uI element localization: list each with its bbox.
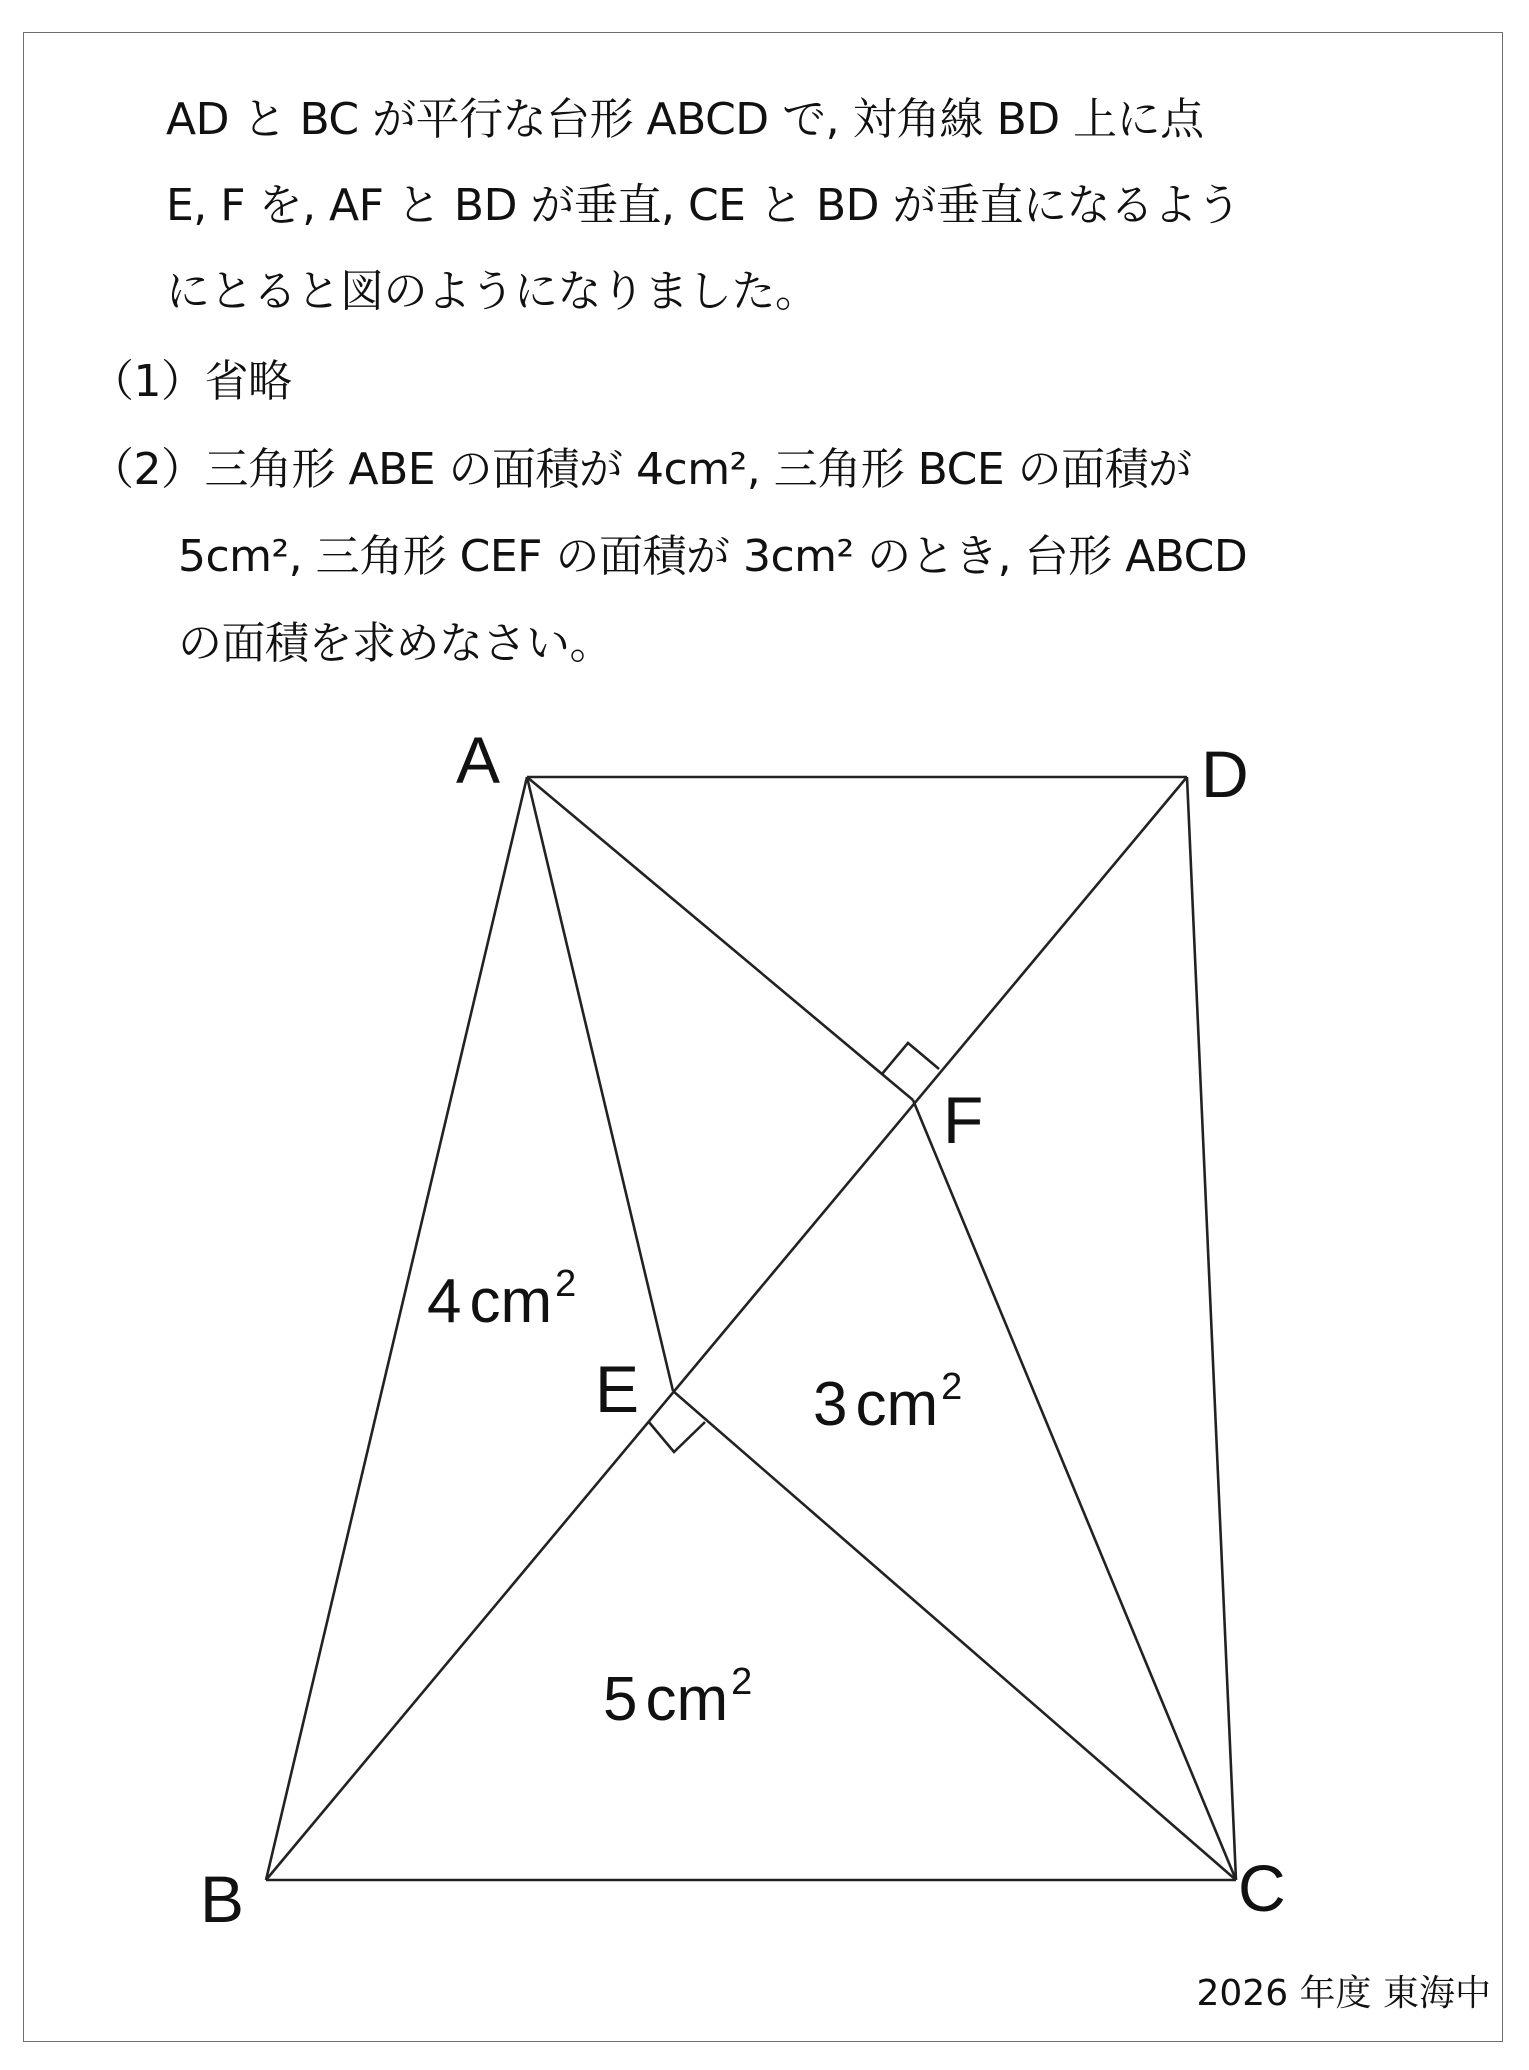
area-bce-value: 5 [603, 1665, 638, 1734]
problem-line-1: AD と BC が平行な台形 ABCD で, 対角線 BD 上に点 [166, 94, 1204, 145]
point-label-d: D [1201, 737, 1249, 811]
point-label-e: E [595, 1352, 640, 1426]
area-bce-unit: cm [645, 1665, 729, 1734]
subquestion-1: （1）省略 [90, 356, 292, 407]
segment-af [527, 777, 913, 1100]
area-label-abe [427, 1263, 576, 1336]
subquestion-2-line-1: （2）三角形 ABE の面積が 4cm², 三角形 BCE の面積が [90, 444, 1192, 495]
point-label-a: A [456, 723, 501, 797]
area-bce-exponent: 2 [731, 1661, 753, 1703]
point-label-f: F [943, 1083, 984, 1157]
area-cef-value: 3 [813, 1370, 848, 1439]
side-dc [1187, 777, 1236, 1880]
area-abe-exponent: 2 [555, 1263, 577, 1305]
area-label-bce [603, 1661, 752, 1734]
point-label-b: B [200, 1862, 245, 1936]
right-angle-mark-e [648, 1421, 705, 1452]
area-cef-exponent: 2 [941, 1366, 963, 1408]
source-footer: 2026 年度 東海中 [1196, 1973, 1491, 2014]
area-cef-unit: cm [855, 1370, 939, 1439]
right-angle-mark-f [882, 1043, 939, 1074]
area-label-cef [813, 1366, 962, 1439]
point-label-c: C [1238, 1851, 1286, 1925]
segment-cf [913, 1100, 1236, 1880]
subquestion-2-line-2: 5cm², 三角形 CEF の面積が 3cm² のとき, 台形 ABCD [178, 531, 1248, 582]
area-abe-unit: cm [469, 1267, 553, 1336]
subquestion-2-line-3: の面積を求めなさい。 [178, 618, 613, 669]
problem-line-3: にとると図のようになりました。 [166, 266, 819, 317]
area-abe-value: 4 [427, 1267, 462, 1336]
segment-ce [673, 1391, 1236, 1880]
problem-line-2: E, F を, AF と BD が垂直, CE と BD が垂直になるよう [166, 180, 1241, 231]
